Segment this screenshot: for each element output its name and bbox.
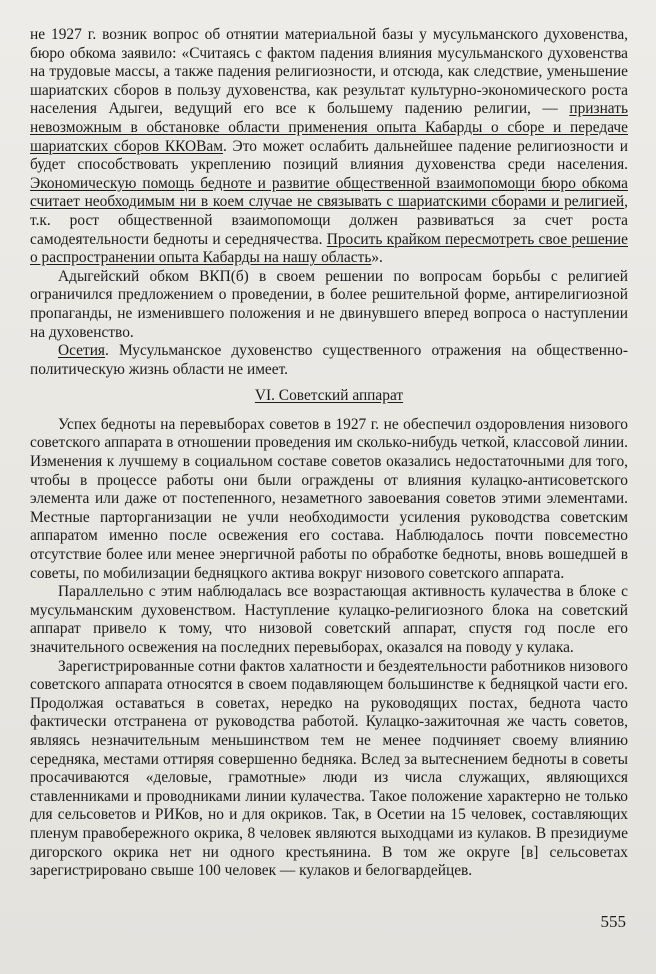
section-heading: VI. Советский аппарат	[254, 387, 404, 405]
paragraph-3: Осетия. Мусульманское духовенство существенного отражения на общественно-политическую жизнь области не имеет.	[30, 342, 628, 378]
document-body	[30, 26, 628, 881]
underlined-quote-2: Экономическую помощь бедноте и развитие общественной взаимопомощи бюро обкома считает необходимым ни в коем случае не связывать с шариатскими сборами и религией	[30, 174, 628, 211]
paragraph-5: Параллельно с этим наблюдалась все возрастающая активность кулачества в блоке с мусульманским духовенством. Наступление кулацко-религиозного блока на советский аппарат привело к тому, что низовой советский аппарат, спустя год после его значительного освежения на последних перевыборах, оказался на поводу у кулака.	[30, 583, 628, 656]
underlined-quote-1: признать невозможным в обстановке области применения опыта Кабарды о сборе и передаче шариатских сборов ККОВам	[30, 100, 628, 155]
underlined-quote-3: Просить крайком пересмотреть свое решение о распространении опыта Кабарды на нашу область	[30, 230, 628, 267]
paragraph-1: не 1927 г. возник вопрос об отнятии материальной базы у мусульманского духовенства, бюро обкома заявило: «Считаясь с фактом падения влияния мусульманского духовенства на трудовые массы, а также падения религиозности, и отсюда, как следствие, уменьшение шариатских сборов в пользу духовенства, как результат культурно-экономического роста населения Адыгеи, ведущий его все к большему падению религии, — признать невозможным в обстановке области применения опыта Кабарды о сборе и передаче шариатских сборов ККОВам. Это может ослабить дальнейшее падение религиозности и будет способствовать укреплению позиций влияния духовенства среди населения. Экономическую помощь бедноте и развитие общественной взаимопомощи бюро обкома считает необходимым ни в коем случае не связывать с шариатскими сборами и религией, т.к. рост общественной взаимопомощи должен развиваться за счет роста самодеятельности бедноты и середнячества. Просить крайком пересмотреть свое решение о распространении опыта Кабарды на нашу область».	[30, 26, 629, 267]
paragraph-6: Зарегистрированные сотни фактов халатности и бездеятельности работников низового советского аппарата относятся в своем подавляющем большинстве к бедняцкой части его. Продолжая оставаться в советах, нередко на руководящих постах, беднота часто фактически отстранена от руководства работой. Кулацко-зажиточная же часть советов, являясь незначительным меньшинством тем не менее подчиняет своему влиянию середняка, местами оттиряя совершенно бедняка. Вслед за вытеснением бедноты в советы просачиваются «деловые, грамотные» люди из числа служащих, являющихся ставленниками и проводниками линии кулачества. Такое положение характерно не только для сельсоветов и РИКов, но и для окриков. Так, в Осетии на 15 человек, составляющих пленум правобережного окрика, 8 человек являются выходцами из кулаков. В президиуме дигорского окрика нет ни одного крестьянина. В том же округе [в] сельсоветах зарегистрировано свыше 100 человек — кулаков и белогвардейцев.	[30, 657, 628, 880]
region-ossetia: Осетия	[58, 342, 106, 360]
paragraph-4: Успех бедноты на перевыборах советов в 1927 г. не обеспечил оздоровления низового советского аппарата в отношении проведения им сколько-нибудь четкой, классовой линии. Изменения к лучшему в социальном составе советов оказались недостаточными для того, чтобы в процессе работы они были ограждены от влияния кулацко-антисоветского элемента или даже от постепенного, незаметного завоевания советов этими элементами. Местные парторганизации не учли необходимости усиления руководства советским аппаратом именно после освежения его состава. Наблюдалось почти повсеместно отсутствие более или менее энергичной работы по обработке бедноты, вновь вошедшей в советы, по мобилизации бедняцкого актива вокруг низового советского аппарата.	[30, 415, 628, 582]
paragraph-2: Адыгейский обком ВКП(б) в своем решении по вопросам борьбы с религией ограничился предложением о проведении, в более решительной форме, антирелигиозной пропаганды, не изменившего положения и не двинувшего вперед вопроса о наступлении на духовенство.	[30, 267, 628, 341]
page-number: 555	[600, 912, 626, 931]
